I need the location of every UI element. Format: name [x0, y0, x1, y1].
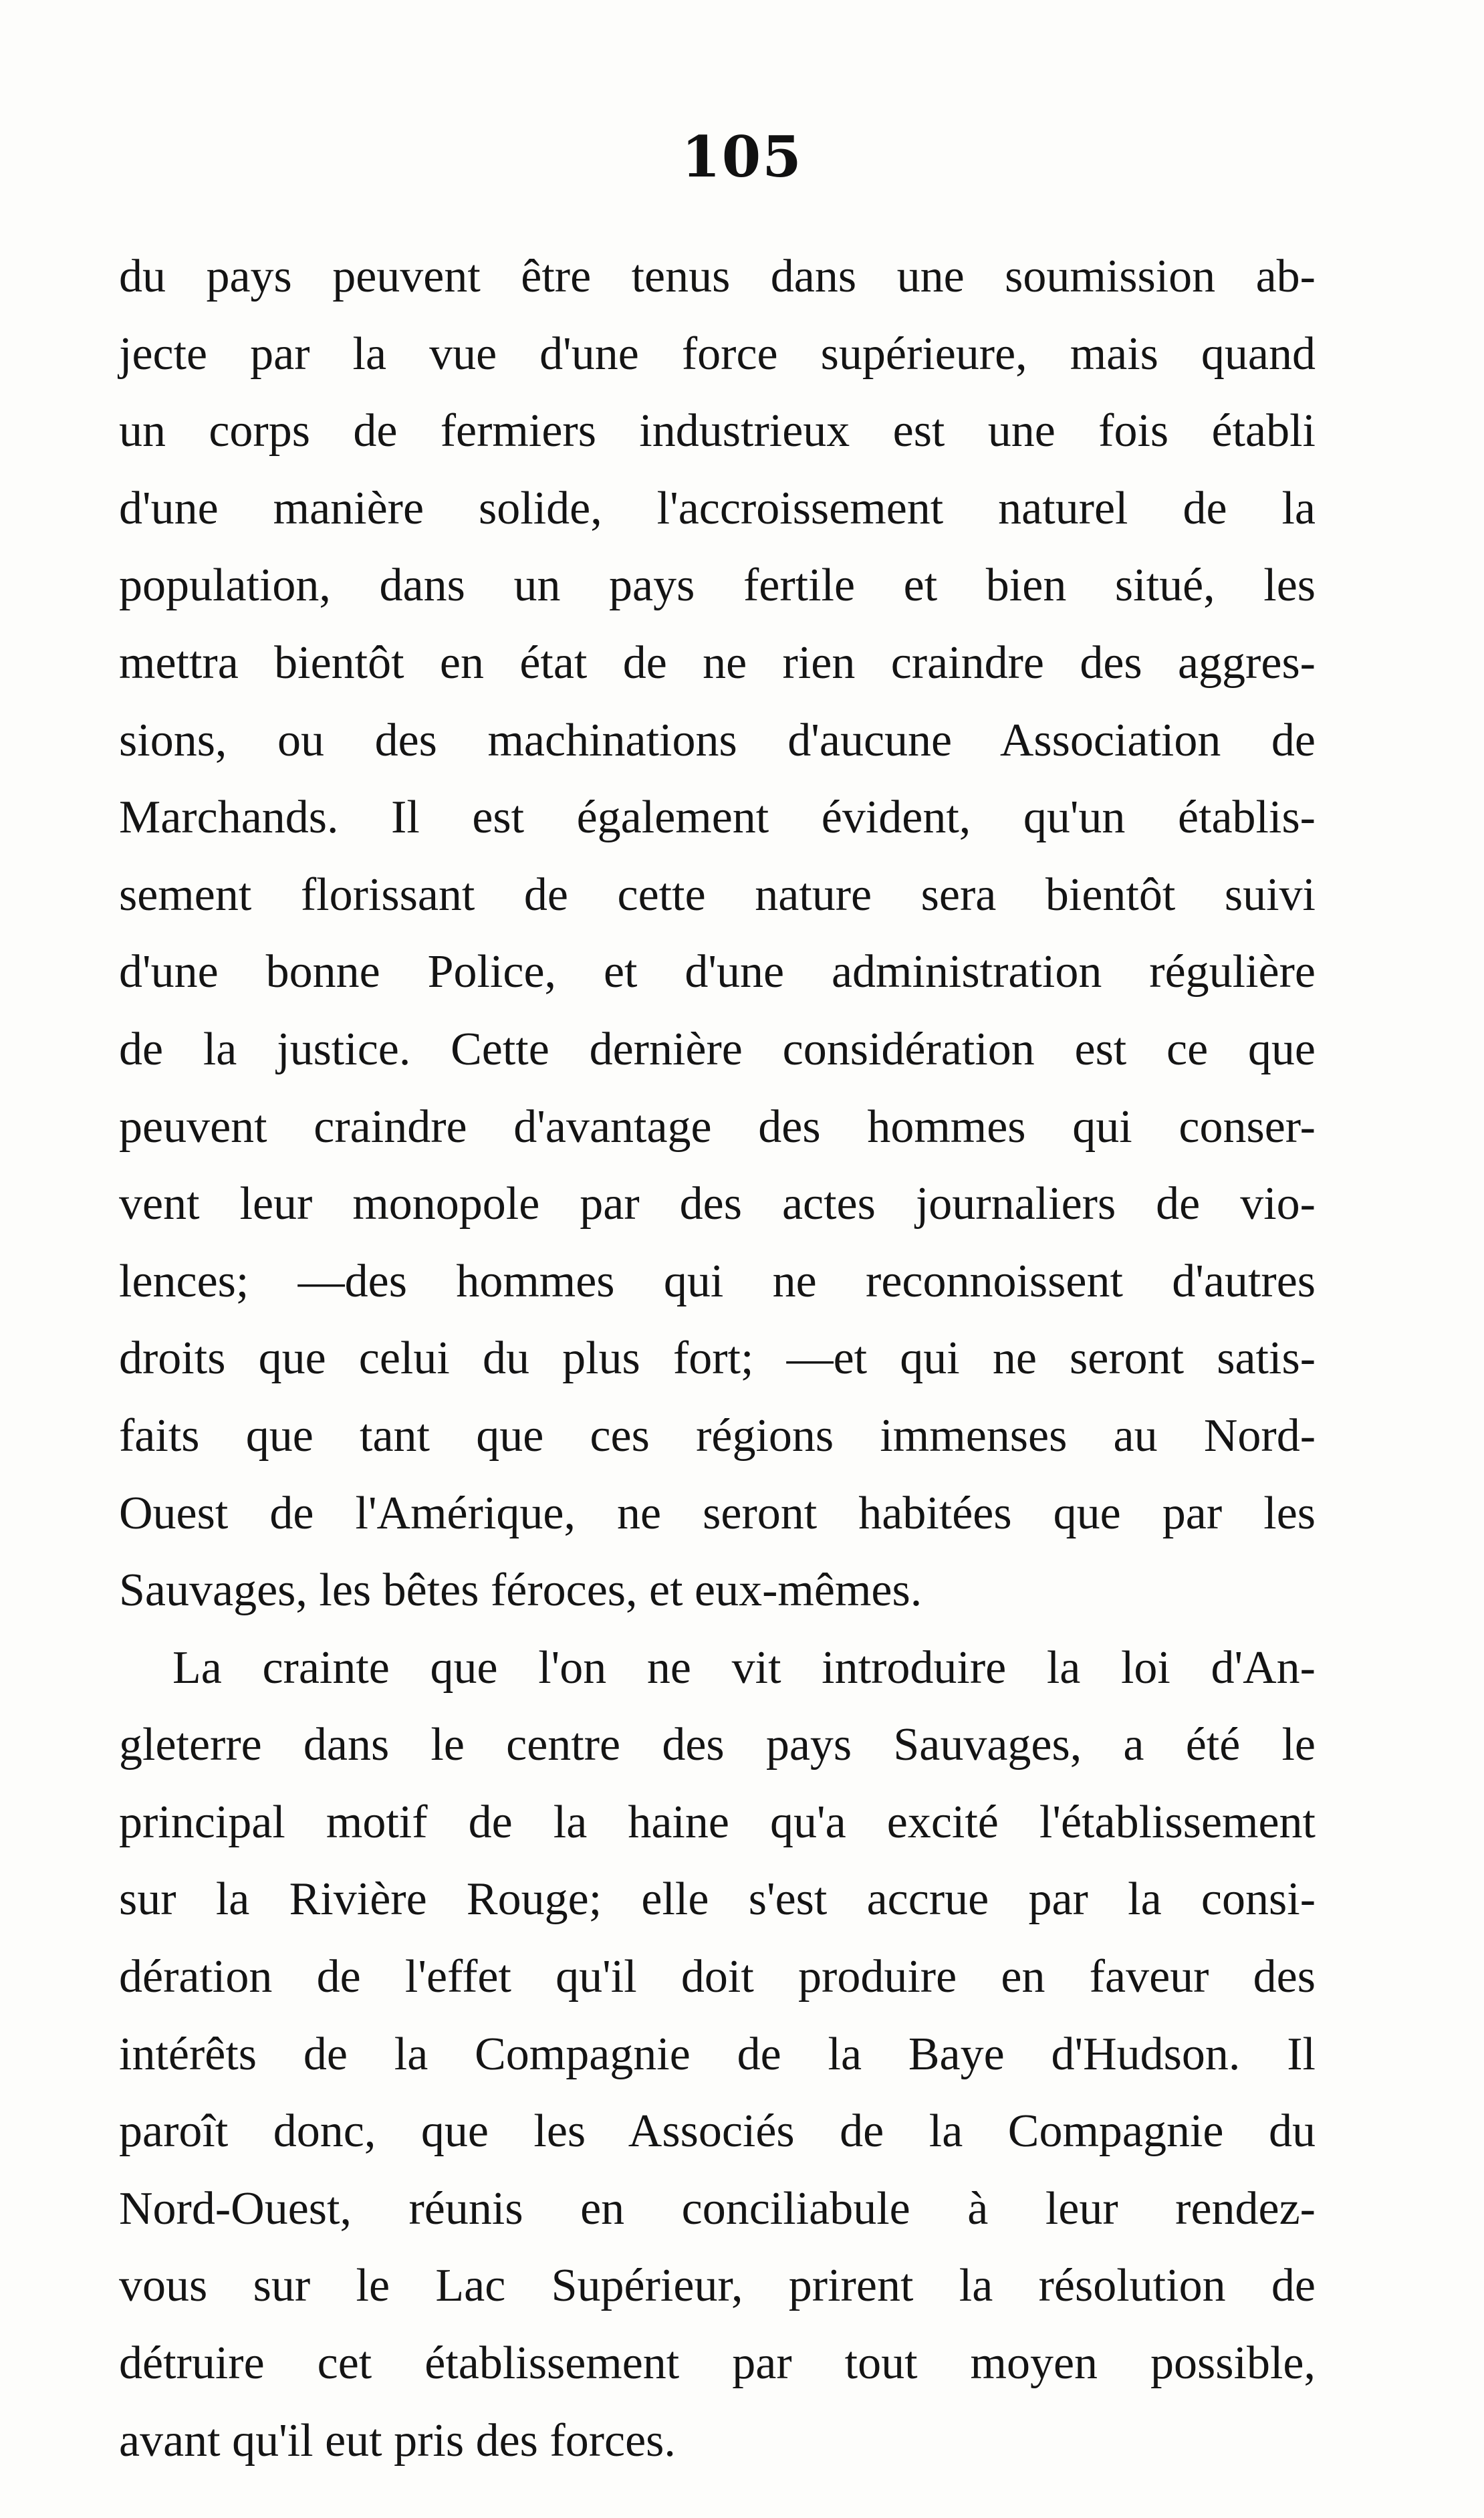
text-line: population, dans un pays fertile et bien situé, les: [119, 560, 1316, 612]
text-line: avant qu'il eut pris des forces.: [119, 2414, 676, 2467]
text-line: détruire cet établissement par tout moyen possible,: [119, 2337, 1316, 2390]
text-line: principal motif de la haine qu'a excité l'établissement: [119, 1796, 1316, 1848]
text-line: paroît donc, que les Associés de la Compagnie du: [119, 2105, 1316, 2158]
text-line: sement florissant de cette nature sera bientôt suivi: [119, 869, 1316, 921]
body-text: [119, 238, 1316, 2479]
text-line: faits que tant que ces régions immenses au Nord-: [119, 1409, 1316, 1462]
text-line: sions, ou des machinations d'aucune Association de: [119, 714, 1316, 766]
text-line: mettra bientôt en état de ne rien craindre des aggres-: [119, 637, 1316, 689]
text-line: du pays peuvent être tenus dans une soumission ab-: [119, 251, 1316, 302]
text-line: Ouest de l'Amérique, ne seront habitées que par les: [119, 1487, 1316, 1539]
text-line: peuvent craindre d'avantage des hommes qui conser-: [119, 1101, 1316, 1153]
text-line: vous sur le Lac Supérieur, prirent la résolution de: [119, 2260, 1316, 2312]
text-line: un corps de fermiers industrieux est une fois établi: [119, 405, 1316, 457]
text-line: d'une manière solide, l'accroissement naturel de la: [119, 482, 1316, 534]
text-line: gleterre dans le centre des pays Sauvages, a été le: [119, 1719, 1316, 1771]
text-line: droits que celui du plus fort; —et qui ne seront satis-: [119, 1333, 1316, 1385]
text-line: Marchands. Il est également évident, qu'un établis-: [119, 792, 1316, 844]
page-number: 105: [681, 124, 803, 190]
paragraph-1: [119, 238, 1316, 1629]
text-line: sur la Rivière Rouge; elle s'est accrue par la consi-: [119, 1873, 1316, 1926]
text-line: Nord-Ouest, réunis en conciliabule à leur rendez-: [119, 2182, 1316, 2235]
paragraph-2: [119, 1629, 1316, 2480]
text-line: dération de l'effet qu'il doit produire en faveur des: [119, 1951, 1316, 2003]
text-line: intérêts de la Compagnie de la Baye d'Hudson. Il: [119, 2028, 1316, 2080]
text-line: de la justice. Cette dernière considération est ce que: [119, 1023, 1316, 1075]
text-line: d'une bonne Police, et d'une administration régulière: [119, 946, 1316, 998]
text-line: La crainte que l'on ne vit introduire la loi d'An-: [172, 1641, 1316, 1694]
text-line: jecte par la vue d'une force supérieure, mais quand: [119, 328, 1316, 380]
text-line: lences; —des hommes qui ne reconnoissent d'autres: [119, 1255, 1316, 1307]
text-line: vent leur monopole par des actes journaliers de vio-: [119, 1178, 1316, 1230]
text-line: Sauvages, les bêtes féroces, et eux-mêmes.: [119, 1565, 922, 1617]
